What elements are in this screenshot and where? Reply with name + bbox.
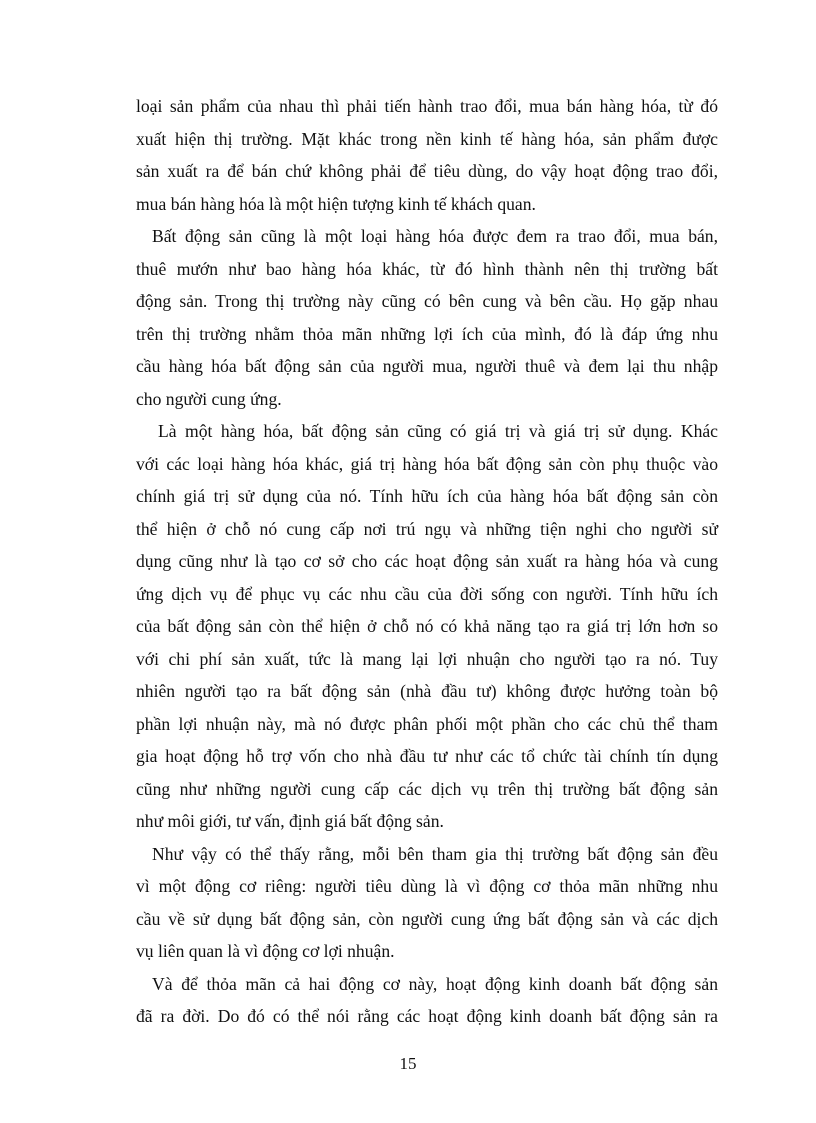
text-line: thể hiện ở chỗ nó cung cấp nơi trú ngụ và những tiện nghi cho người sử [136,518,718,539]
text-line: đã ra đời. Do đó có thể nói rằng các hoạt động kinh doanh bất động sản ra [136,1006,718,1026]
text-line: sản xuất ra để bán chứ không phải để tiêu dùng, do vậy hoạt động trao đổi, [136,161,718,181]
text-line: cho người cung ứng. [136,388,282,409]
text-line: Và để thỏa mãn cả hai động cơ này, hoạt động kinh doanh bất động sản [152,973,718,994]
text-line: Như vậy có thể thấy rằng, mỗi bên tham gia thị trường bất động sản đều [152,843,718,864]
document-body [136,90,718,1033]
text-line: xuất hiện thị trường. Mặt khác trong nền kinh tế hàng hóa, sản phẩm được [136,128,718,149]
text-line: trên thị trường nhằm thỏa mãn những lợi ích của mình, đó là đáp ứng nhu [136,323,718,344]
text-line: vì một động cơ riêng: người tiêu dùng là vì động cơ thỏa mãn những nhu [136,876,718,896]
paragraph [136,90,718,220]
text-line: cầu về sử dụng bất động sản, còn người cung ứng bất động sản và các dịch [136,908,718,929]
text-line: như môi giới, tư vấn, định giá bất động sản. [136,811,444,831]
text-line: Bất động sản cũng là một loại hàng hóa được đem ra trao đổi, mua bán, [152,226,718,246]
text-line: với chi phí sản xuất, tức là mang lại lợi nhuận cho người tạo ra nó. Tuy [136,648,718,669]
page-number: 15 [399,1054,417,1073]
text-line: loại sản phẩm của nhau thì phải tiến hành trao đổi, mua bán hàng hóa, từ đó [136,96,718,116]
text-line: với các loại hàng hóa khác, giá trị hàng hóa bất động sản còn phụ thuộc vào [136,453,718,474]
paragraph [136,220,718,415]
text-line: chính giá trị sử dụng của nó. Tính hữu ích của hàng hóa bất động sản còn [136,486,718,506]
text-line: phần lợi nhuận này, mà nó được phân phối một phần cho các chủ thể tham [136,713,718,734]
text-line: vụ liên quan là vì động cơ lợi nhuận. [136,941,395,961]
text-line: Là một hàng hóa, bất động sản cũng có giá trị và giá trị sử dụng. Khác [158,421,718,441]
text-line: dụng cũng như là tạo cơ sở cho các hoạt động sản xuất ra hàng hóa và cung [136,551,718,571]
text-line: mua bán hàng hóa là một hiện tượng kinh tế khách quan. [136,193,536,214]
paragraph [136,968,718,1033]
text-line: ứng dịch vụ để phục vụ các nhu cầu của đời sống con người. Tính hữu ích [136,583,718,604]
paragraph [136,415,718,838]
text-line: nhiên người tạo ra bất động sản (nhà đầu tư) không được hưởng toàn bộ [136,681,718,701]
text-line: cầu hàng hóa bất động sản của người mua, người thuê và đem lại thu nhập [136,356,718,376]
text-line: cũng như những người cung cấp các dịch vụ trên thị trường bất động sản [136,778,718,799]
text-line: thuê mướn như bao hàng hóa khác, từ đó hình thành nên thị trường bất [136,258,718,279]
text-line: động sản. Trong thị trường này cũng có bên cung và bên cầu. Họ gặp nhau [136,291,718,311]
text-line: gia hoạt động hỗ trợ vốn cho nhà đầu tư như các tổ chức tài chính tín dụng [136,746,718,766]
paragraph [136,838,718,968]
text-line: của bất động sản còn thể hiện ở chỗ nó có khả năng tạo ra giá trị lớn hơn so [136,616,718,636]
